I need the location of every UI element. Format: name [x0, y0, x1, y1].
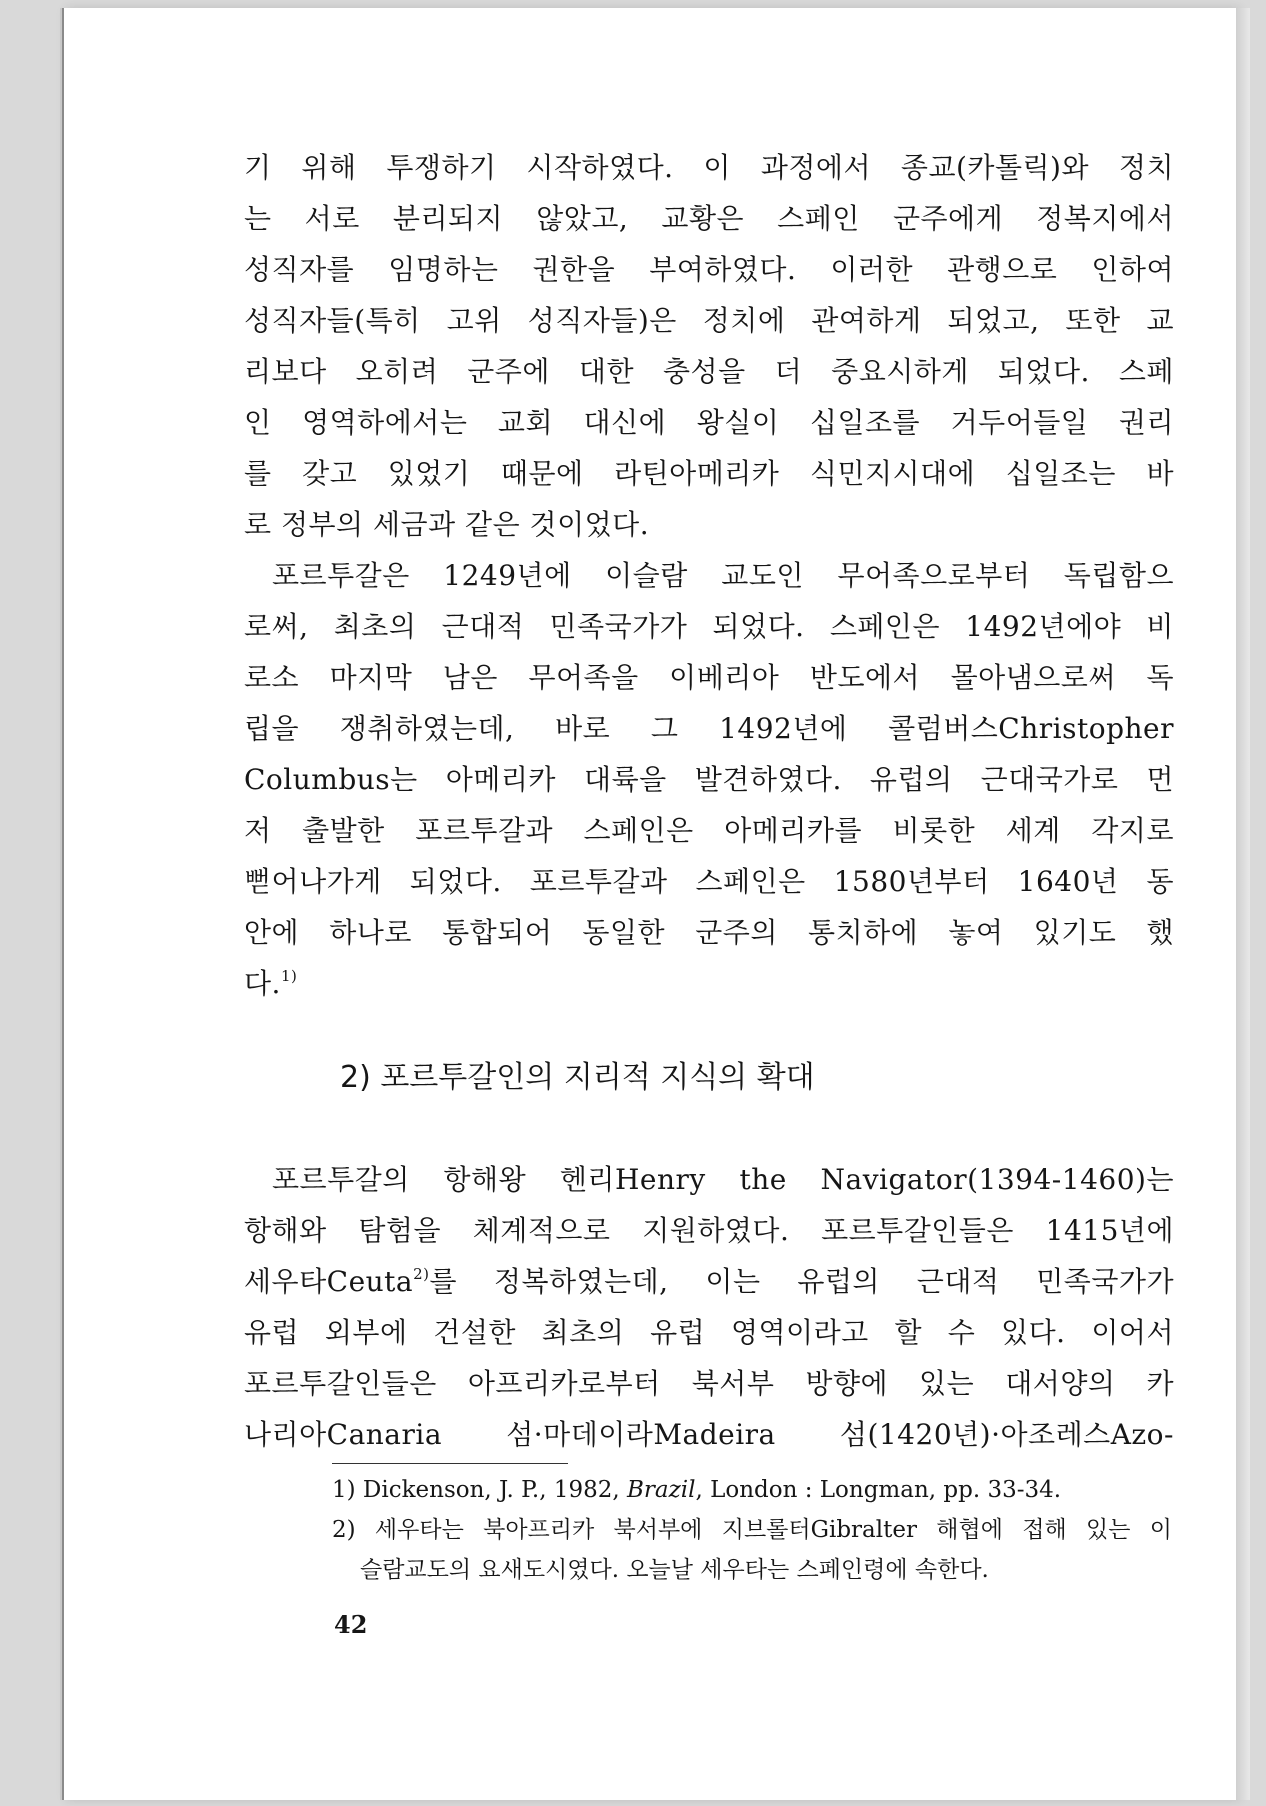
text-line: 안에 하나로 통합되어 동일한 군주의 통치하에 놓여 있기도 했	[244, 916, 1174, 949]
footnote-book-title: Brazil	[627, 1477, 696, 1503]
footnotes	[332, 1470, 1172, 1590]
text-line: 저 출발한 포르투갈과 스페인은 아메리카를 비롯한 세계 각지로	[244, 814, 1174, 847]
text-line: 포르투갈은 1249년에 이슬람 교도인 무어족으로부터 독립함으	[272, 559, 1174, 592]
text-line: 포르투갈인들은 아프리카로부터 북서부 방향에 있는 대서양의 카	[244, 1367, 1174, 1400]
text-line	[244, 1256, 1174, 1307]
text-line: 기 위해 투쟁하기 시작하였다. 이 과정에서 종교(카톨릭)와 정치	[244, 151, 1174, 184]
text-line: 나리아Canaria 섬·마데이라Madeira 섬(1420년)·아조레스Azo-	[244, 1418, 1174, 1451]
paragraph-end-text: 다.	[244, 967, 281, 1000]
text-run: 세우타Ceuta	[244, 1265, 414, 1298]
book-page	[62, 8, 1236, 1800]
text-line: 뻗어나가게 되었다. 포르투갈과 스페인은 1580년부터 1640년 동	[244, 865, 1174, 898]
footnote-2-line-2: 슬람교도의 요새도시였다. 오늘날 세우타는 스페인령에 속한다.	[360, 1557, 989, 1583]
section-heading: 2) 포르투갈인의 지리적 지식의 확대	[340, 1060, 815, 1095]
text-line: 로 정부의 세금과 같은 것이었다.	[244, 508, 650, 541]
text-line: 리보다 오히려 군주에 대한 충성을 더 중요시하게 되었다. 스페	[244, 355, 1174, 388]
text-line: 포르투갈의 항해왕 헨리Henry the Navigator(1394-1460)는	[272, 1163, 1174, 1196]
text-line: 를 갖고 있었기 때문에 라틴아메리카 식민지시대에 십일조는 바	[244, 457, 1174, 490]
text-line: 항해와 탐험을 체계적으로 지원하였다. 포르투갈인들은 1415년에	[244, 1214, 1174, 1247]
footnote-2-line-1: 2) 세우타는 북아프리카 북서부에 지브롤터Gibralter 해협에 접해 있는 이	[332, 1517, 1172, 1543]
footnote-1	[332, 1470, 1172, 1510]
text-line: 로소 마지막 남은 무어족을 이베리아 반도에서 몰아냄으로써 독	[244, 661, 1174, 694]
footnote-ref-2: 2)	[413, 1265, 430, 1283]
page-number: 42	[334, 1610, 368, 1639]
text-line: 는 서로 분리되지 않았고, 교황은 스페인 군주에게 정복지에서	[244, 202, 1174, 235]
text-line: 성직자를 임명하는 권한을 부여하였다. 이러한 관행으로 인하여	[244, 253, 1174, 286]
text-run: 를 정복하였는데, 이는 유럽의 근대적 민족국가가	[429, 1265, 1174, 1298]
footnote-text: 1) Dickenson, J. P., 1982,	[332, 1477, 628, 1503]
text-line: 립을 쟁취하였는데, 바로 그 1492년에 콜럼버스Christopher	[244, 712, 1174, 745]
text-line: 인 영역하에서는 교회 대신에 왕실이 십일조를 거두어들일 권리	[244, 406, 1174, 439]
text-line: 성직자들(특히 고위 성직자들)은 정치에 관여하게 되었고, 또한 교	[244, 304, 1174, 337]
footnote-ref-1: 1)	[280, 967, 298, 985]
text-line	[244, 958, 1174, 1009]
text-line: Columbus는 아메리카 대륙을 발견하였다. 유럽의 근대국가로 먼	[244, 763, 1174, 796]
paragraph-3	[244, 1154, 1174, 1460]
paragraph-2	[244, 550, 1174, 1009]
text-line: 유럽 외부에 건설한 최초의 유럽 영역이라고 할 수 있다. 이어서	[244, 1316, 1174, 1349]
footnote-divider	[332, 1463, 568, 1464]
footnote-text: , London : Longman, pp. 33-34.	[695, 1477, 1062, 1503]
text-line: 로써, 최초의 근대적 민족국가가 되었다. 스페인은 1492년에야 비	[244, 610, 1174, 643]
paragraph-1	[244, 142, 1174, 550]
